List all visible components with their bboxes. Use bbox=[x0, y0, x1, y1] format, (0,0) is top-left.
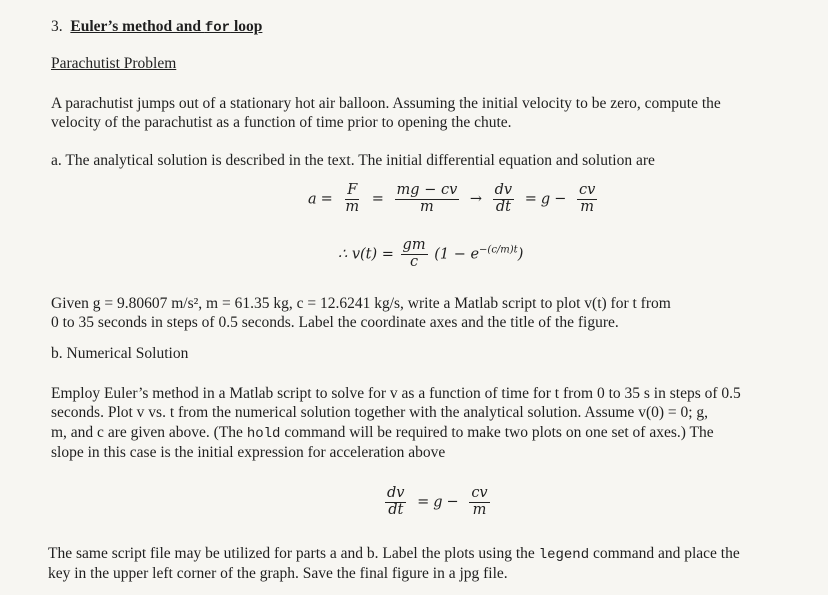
part-b-title: b. Numerical Solution bbox=[51, 345, 189, 362]
eq3-m: m bbox=[472, 501, 487, 518]
eq1-mg-cv: mg − cv bbox=[396, 182, 458, 198]
part-b-line-4: slope in this case is the initial expression for acceleration above bbox=[51, 444, 446, 461]
eq1-frac-dvdt bbox=[493, 183, 514, 216]
part-b-line-3b: command will be required to make two plots on one set of axes.) The bbox=[280, 424, 714, 441]
closing-line-1 bbox=[48, 545, 740, 563]
eq3-frac-cvm bbox=[469, 486, 489, 519]
eq3-dv: dv bbox=[387, 485, 405, 501]
eq2-one: (1 − e bbox=[434, 246, 480, 263]
given-line-1: Given g = 9.80607 m/s², m = 61.35 kg, c = 12.6241 kg/s, write a Matlab script to plot v(t) for t from bbox=[51, 295, 671, 312]
eq2-c: c bbox=[410, 253, 419, 270]
eq1-cv: cv bbox=[578, 182, 596, 198]
eq1-g: g bbox=[540, 191, 551, 208]
part-b-line-2: seconds. Plot v vs. t from the numerical solution together with the analytical solution. Assume v(0) = 0; g, bbox=[51, 404, 709, 421]
heading-title bbox=[70, 18, 262, 35]
eq3-frac-dvdt bbox=[385, 486, 406, 519]
part-a-text: a. The analytical solution is described in the text. The initial differential equation and solution are bbox=[51, 152, 655, 169]
eq1-m: m bbox=[345, 198, 360, 215]
eq2-exp: −(c/m)t bbox=[479, 244, 518, 256]
legend-command: legend bbox=[538, 547, 590, 563]
eq1-m2: m bbox=[420, 198, 434, 215]
heading-code: for bbox=[204, 20, 231, 36]
eq1-dt: dt bbox=[495, 198, 511, 215]
eq3-g: g bbox=[433, 494, 443, 511]
heading-number: 3. bbox=[51, 18, 63, 35]
heading-title-text: Euler’s method and bbox=[70, 18, 205, 35]
eq3-dt: dt bbox=[388, 501, 404, 518]
eq1-frac-mgcv bbox=[395, 183, 460, 216]
eq2-gm: gm bbox=[402, 237, 426, 253]
eq1-F: F bbox=[347, 182, 358, 198]
heading-suffix: loop bbox=[230, 18, 263, 35]
closing-line-1a: The same script file may be utilized for parts a and b. Label the plots using the bbox=[48, 545, 539, 562]
given-line-2: 0 to 35 seconds in steps of 0.5 seconds. Label the coordinate axes and the title of the figure. bbox=[51, 314, 619, 331]
eq1-m3: m bbox=[580, 198, 594, 215]
eq1-frac-cvm bbox=[577, 183, 597, 216]
intro-line-1: A parachutist jumps out of a stationary hot air balloon. Assuming the initial velocity to be zero, compute the bbox=[51, 95, 721, 112]
part-b-line-3a: m, and c are given above. (The bbox=[51, 424, 247, 441]
eq2-close: ) bbox=[517, 246, 524, 263]
eq3-cv: cv bbox=[471, 485, 488, 501]
subheading: Parachutist Problem bbox=[51, 55, 177, 72]
eq2-prefix: ∴ v(t) = bbox=[338, 246, 394, 263]
eq1-frac-F-m bbox=[343, 183, 361, 216]
eq2-frac-gm-c bbox=[401, 238, 428, 271]
differential-equation: a = $\frac{F}{m}$ = $\frac{mg - cv}{m}$ → $\frac{dv}{dt}$ = g − $\frac{cv}{m}$ bbox=[308, 182, 596, 215]
section-heading bbox=[51, 18, 262, 36]
part-b-line-3 bbox=[51, 424, 714, 442]
slope-equation: $\frac{dv}{dt}$ = g − $\frac{cv}{m}$ bbox=[387, 485, 488, 518]
analytical-solution bbox=[338, 238, 523, 271]
closing-line-1b: command and place the bbox=[589, 545, 740, 562]
part-b-line-1: Employ Euler’s method in a Matlab script to solve for v as a function of time for t from 0 to 35 s in steps of 0.5 bbox=[51, 385, 741, 402]
eq1-a: a bbox=[308, 191, 317, 208]
intro-line-2: velocity of the parachutist as a function of time prior to opening the chute. bbox=[51, 114, 512, 131]
hold-command: hold bbox=[246, 426, 281, 442]
eq1-dv: dv bbox=[494, 182, 513, 198]
closing-line-2: key in the upper left corner of the graph. Save the final figure in a jpg file. bbox=[48, 565, 508, 582]
